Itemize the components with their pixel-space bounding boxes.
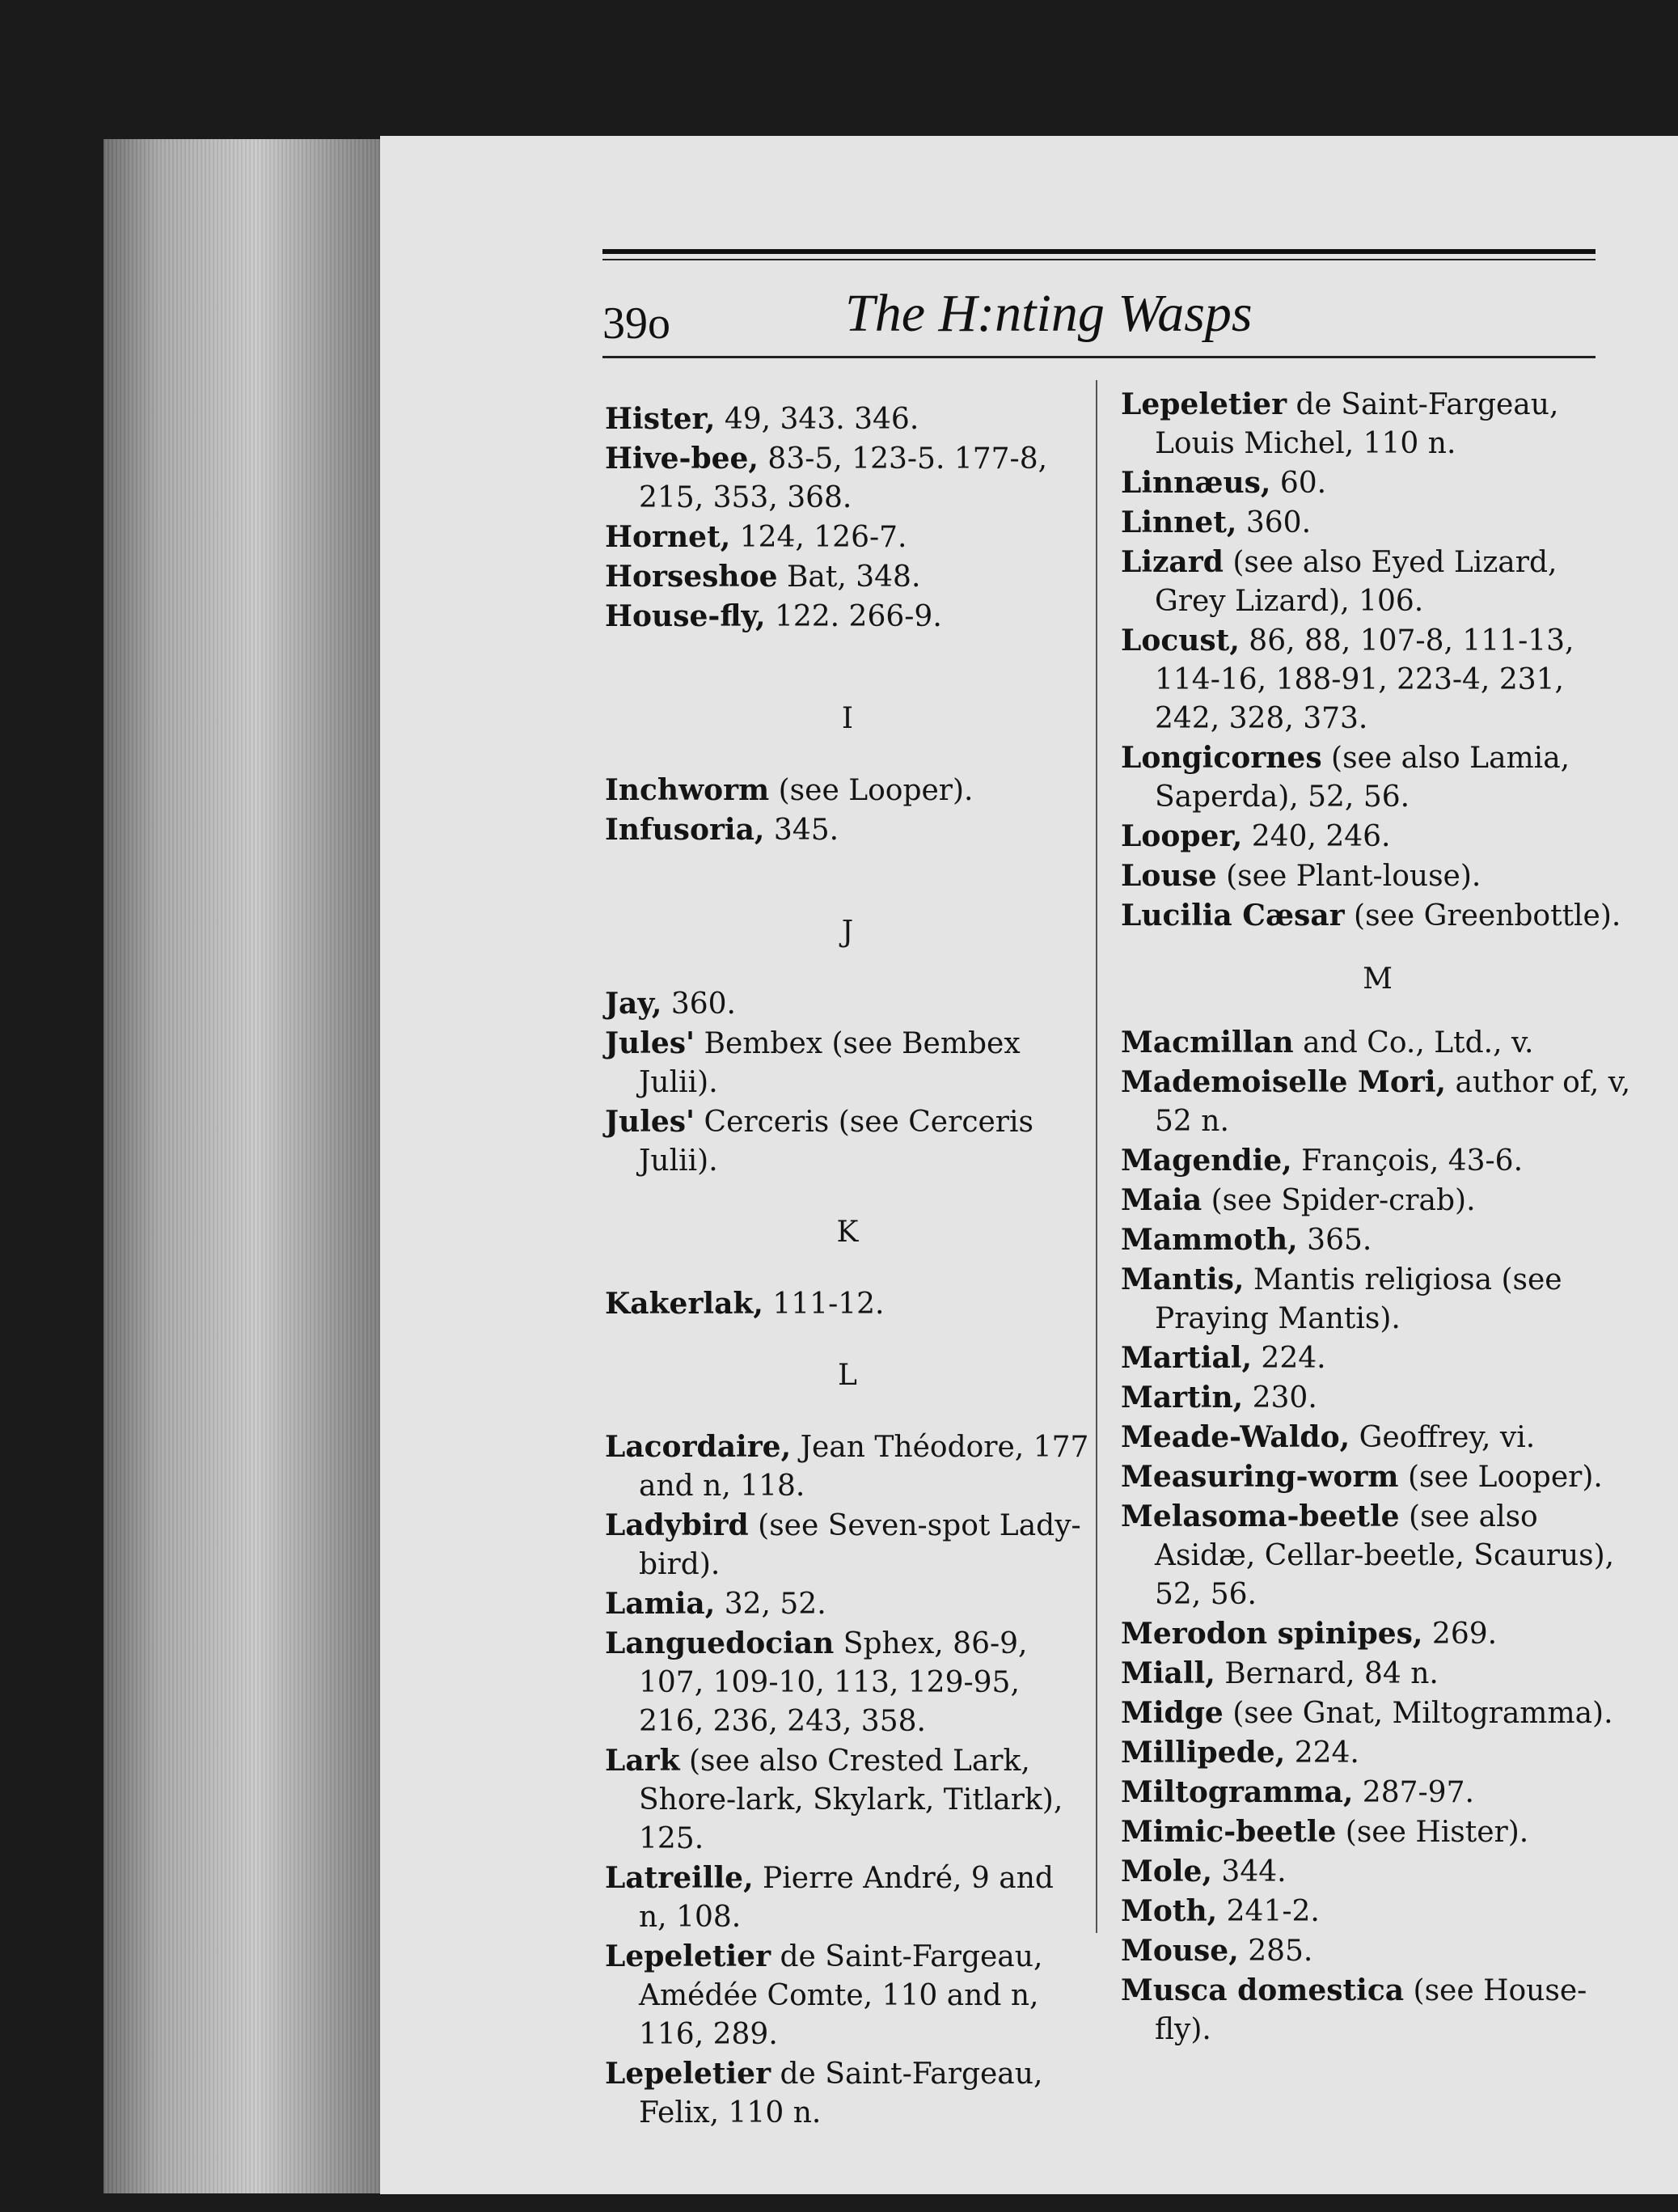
index-entry-references: Bat, 348. xyxy=(777,560,921,594)
index-entry-references: (see also Lamia, Saperda), 52, 56. xyxy=(1155,742,1570,814)
index-entry-references: Jean Théodore, 177 and n, 118. xyxy=(639,1431,1089,1503)
index-entry-references: 240, 246. xyxy=(1242,820,1391,853)
index-entry-references: 345. xyxy=(764,814,839,847)
index-entry-references: de Saint-Fargeau, Felix, 110 n. xyxy=(639,2058,1043,2130)
index-entry-references: (see Looper). xyxy=(769,774,974,807)
index-entry-headword: Kakerlak, xyxy=(605,1287,763,1321)
index-entry-references: Bembex (see Bembex Julii). xyxy=(639,1027,1021,1099)
index-entry xyxy=(1121,1378,1634,1418)
index-entry-headword: Melasoma-beetle xyxy=(1121,1499,1400,1533)
index-entry-headword: Millipede, xyxy=(1121,1736,1286,1770)
index-entry-references: 49, 343. 346. xyxy=(715,403,919,436)
index-entry xyxy=(1121,621,1634,738)
index-entry xyxy=(605,810,1090,850)
l-entries-right xyxy=(1121,385,1634,936)
index-entry-headword: Lepeletier xyxy=(605,2057,771,2091)
index-entry-references: Pierre André, 9 and n, 108. xyxy=(639,1862,1054,1934)
index-entry-references: Bernard, 84 n. xyxy=(1215,1657,1439,1690)
index-entry xyxy=(1121,1971,1634,2049)
index-entry xyxy=(1121,543,1634,621)
index-entry-references: Mantis religiosa (see Praying Mantis). xyxy=(1155,1263,1562,1335)
index-entry-references: 111-12. xyxy=(763,1288,885,1321)
index-entry xyxy=(1121,1181,1634,1220)
index-entry-references: de Saint-Fargeau, Amédée Comte, 110 and n, 116, 289. xyxy=(639,1940,1043,2051)
index-entry xyxy=(1121,738,1634,817)
index-column-left xyxy=(605,400,1090,2133)
index-entry-references: (see Greenbottle). xyxy=(1344,899,1621,933)
index-entry-headword: Locust, xyxy=(1121,624,1240,658)
index-entry xyxy=(1121,1614,1634,1654)
index-entry xyxy=(1121,896,1634,936)
index-entry-headword: Jay, xyxy=(605,987,662,1021)
index-entry-headword: Musca domestica xyxy=(1121,1973,1405,2007)
index-entry-headword: Magendie, xyxy=(1121,1144,1292,1178)
index-entry-references: de Saint-Fargeau, Louis Michel, 110 n. xyxy=(1155,388,1559,460)
index-entry xyxy=(605,1584,1090,1624)
index-entry-references: (see Hister). xyxy=(1336,1816,1529,1849)
index-entry-headword: Midge xyxy=(1121,1696,1224,1730)
index-entry xyxy=(605,1624,1090,1741)
index-entry-headword: Merodon spinipes, xyxy=(1121,1617,1423,1651)
index-entry xyxy=(1121,1497,1634,1614)
index-entry xyxy=(1121,1852,1634,1892)
index-entry xyxy=(605,1937,1090,2054)
index-entry xyxy=(1121,1892,1634,1931)
index-entry-headword: Hornet, xyxy=(605,520,731,554)
index-entry xyxy=(1121,1220,1634,1260)
index-entry-headword: Lepeletier xyxy=(1121,387,1287,421)
h-entries xyxy=(605,400,1090,637)
book-page-edges xyxy=(104,139,383,2193)
index-entry-references: 124, 126-7. xyxy=(730,521,907,554)
index-entry xyxy=(1121,1457,1634,1497)
index-entry-headword: Mole, xyxy=(1121,1855,1212,1888)
index-entry-headword: Measuring-worm xyxy=(1121,1460,1399,1494)
index-entry-references: and Co., Ltd., v. xyxy=(1293,1026,1534,1059)
index-entry xyxy=(605,1102,1090,1181)
index-entry xyxy=(1121,1339,1634,1378)
index-entry-headword: Lacordaire, xyxy=(605,1430,792,1464)
index-entry-references: 287-97. xyxy=(1353,1776,1474,1809)
index-entry-headword: Mademoiselle Mori, xyxy=(1121,1065,1447,1099)
index-entry-headword: Mantis, xyxy=(1121,1262,1245,1296)
index-entry-references: (see Seven-spot Lady-bird). xyxy=(639,1509,1081,1581)
index-entry-headword: Looper, xyxy=(1121,819,1243,853)
index-entry-headword: Inchworm xyxy=(605,773,770,807)
index-entry-headword: Maia xyxy=(1121,1183,1202,1217)
column-divider xyxy=(1096,380,1097,1933)
index-entry-references: (see also Asidæ, Cellar-beetle, Scaurus), 52, 56. xyxy=(1155,1500,1615,1611)
index-entry xyxy=(605,400,1090,439)
index-entry-references: Sphex, 86-9, 107, 109-10, 113, 129-95, 216, 236, 243, 358. xyxy=(639,1627,1028,1738)
index-entry-headword: Linnet, xyxy=(1121,505,1237,539)
index-entry xyxy=(605,1024,1090,1102)
index-entry xyxy=(1121,1773,1634,1812)
index-entry-headword: Moth, xyxy=(1121,1894,1218,1928)
index-entry xyxy=(1121,1063,1634,1141)
index-entry-references: 60. xyxy=(1270,467,1327,500)
header-rule-thick xyxy=(602,249,1596,254)
index-entry-headword: Mouse, xyxy=(1121,1934,1239,1968)
index-entry-headword: Languedocian xyxy=(605,1626,835,1660)
index-entry-references: 360. xyxy=(1236,506,1312,539)
index-entry-headword: Meade-Waldo, xyxy=(1121,1420,1350,1454)
index-entry-references: 241-2. xyxy=(1217,1895,1320,1928)
index-entry-headword: Hister, xyxy=(605,402,716,436)
index-entry xyxy=(605,518,1090,557)
index-entry-references: (see Plant-louse). xyxy=(1216,860,1481,893)
index-entry-headword: Hive-bee, xyxy=(605,442,759,476)
k-entries xyxy=(605,1284,1090,1324)
index-entry xyxy=(1121,1733,1634,1773)
index-entry-references: (see also Eyed Lizard, Grey Lizard), 106. xyxy=(1155,546,1558,618)
index-entry-headword: Martial, xyxy=(1121,1341,1252,1375)
index-entry xyxy=(1121,817,1634,856)
index-entry xyxy=(1121,1141,1634,1181)
index-entry-headword: Lucilia Cæsar xyxy=(1121,899,1345,933)
index-entry-references: (see Spider-crab). xyxy=(1202,1184,1476,1217)
index-entry xyxy=(1121,1260,1634,1339)
index-entry xyxy=(605,771,1090,810)
index-entry-headword: Mimic-beetle xyxy=(1121,1815,1337,1849)
index-entry-references: François, 43-6. xyxy=(1291,1144,1524,1178)
index-entry-references: 285. xyxy=(1238,1935,1313,1968)
index-entry-references: (see also Crested Lark, Shore-lark, Skylark, Titlark), 125. xyxy=(639,1745,1063,1855)
index-entry-headword: Jules' xyxy=(605,1026,695,1060)
index-entry-references: 86, 88, 107-8, 111-13, 114-16, 188-91, 223-4, 231, 242, 328, 373. xyxy=(1155,624,1574,735)
index-entry-headword: Miall, xyxy=(1121,1656,1215,1690)
index-entry xyxy=(605,1741,1090,1859)
index-entry-headword: Mammoth, xyxy=(1121,1223,1298,1257)
index-entry-headword: Lark xyxy=(605,1744,680,1778)
index-entry-references: Geoffrey, vi. xyxy=(1350,1421,1536,1454)
index-entry-references: 360. xyxy=(661,988,736,1021)
index-entry-references: (see Looper). xyxy=(1398,1461,1603,1494)
index-entry-headword: Miltogramma, xyxy=(1121,1775,1354,1809)
header-underline xyxy=(602,356,1596,358)
index-entry xyxy=(605,984,1090,1024)
section-letter-j: J xyxy=(841,916,854,949)
page-number: 39o xyxy=(602,298,670,349)
index-entry xyxy=(1121,503,1634,543)
index-entry-references: 32, 52. xyxy=(715,1588,826,1621)
index-entry xyxy=(605,1284,1090,1324)
index-entry-headword: Ladybird xyxy=(605,1508,749,1542)
index-entry-references: 83-5, 123-5. 177-8, 215, 353, 368. xyxy=(639,442,1048,514)
index-entry-headword: Lepeletier xyxy=(605,1939,771,1973)
index-entry-references: 344. xyxy=(1211,1855,1287,1888)
section-letter-k: K xyxy=(836,1216,859,1249)
index-entry-references: author of, v, 52 n. xyxy=(1155,1066,1631,1138)
index-entry xyxy=(605,557,1090,597)
index-entry xyxy=(605,1427,1090,1506)
section-letter-l: L xyxy=(838,1359,857,1392)
index-entry-references: 365. xyxy=(1297,1224,1372,1257)
index-entry-headword: Lamia, xyxy=(605,1587,716,1621)
index-entry-headword: Martin, xyxy=(1121,1381,1244,1415)
section-letter-m: M xyxy=(1363,962,1393,996)
index-entry-references: 122. 266-9. xyxy=(765,600,942,633)
index-entry-headword: Louse xyxy=(1121,859,1217,893)
index-entry xyxy=(605,1859,1090,1937)
index-entry-headword: Infusoria, xyxy=(605,813,765,847)
index-entry xyxy=(1121,1654,1634,1694)
running-title: The H:nting Wasps xyxy=(845,284,1253,343)
index-column-right xyxy=(1121,385,1634,2049)
index-entry-headword: Longicornes xyxy=(1121,741,1322,775)
index-entry xyxy=(605,439,1090,518)
index-entry-references: 269. xyxy=(1422,1618,1498,1651)
index-entry-headword: Jules' xyxy=(605,1105,695,1139)
j-entries xyxy=(605,984,1090,1181)
index-entry xyxy=(1121,385,1634,463)
index-entry-references: (see Gnat, Miltogramma). xyxy=(1223,1697,1613,1730)
index-entry xyxy=(1121,1023,1634,1063)
index-entry xyxy=(1121,1812,1634,1852)
index-entry xyxy=(605,2054,1090,2133)
l-entries-left xyxy=(605,1427,1090,2133)
index-entry-headword: Horseshoe xyxy=(605,560,778,594)
index-entry-headword: Latreille, xyxy=(605,1861,754,1895)
index-entry xyxy=(1121,1694,1634,1733)
index-entry xyxy=(1121,1931,1634,1971)
index-entry-references: (see House-fly). xyxy=(1155,1974,1587,2046)
index-entry-headword: Macmillan xyxy=(1121,1026,1294,1059)
index-entry-references: 224. xyxy=(1285,1736,1359,1770)
index-entry-headword: Linnæus, xyxy=(1121,466,1271,500)
index-entry-headword: House-fly, xyxy=(605,599,766,633)
index-entry-references: 230. xyxy=(1243,1381,1317,1415)
i-entries xyxy=(605,771,1090,850)
index-entry xyxy=(1121,856,1634,896)
index-entry xyxy=(1121,463,1634,503)
index-entry-references: Cerceris (see Cerceris Julii). xyxy=(639,1106,1033,1178)
header-rule-thin xyxy=(602,259,1596,260)
index-entry xyxy=(605,597,1090,637)
index-entry-headword: Lizard xyxy=(1121,545,1224,579)
m-entries xyxy=(1121,1023,1634,2049)
index-entry xyxy=(605,1506,1090,1584)
index-entry xyxy=(1121,1418,1634,1457)
section-letter-i: I xyxy=(841,702,854,735)
index-entry-references: 224. xyxy=(1251,1342,1326,1375)
